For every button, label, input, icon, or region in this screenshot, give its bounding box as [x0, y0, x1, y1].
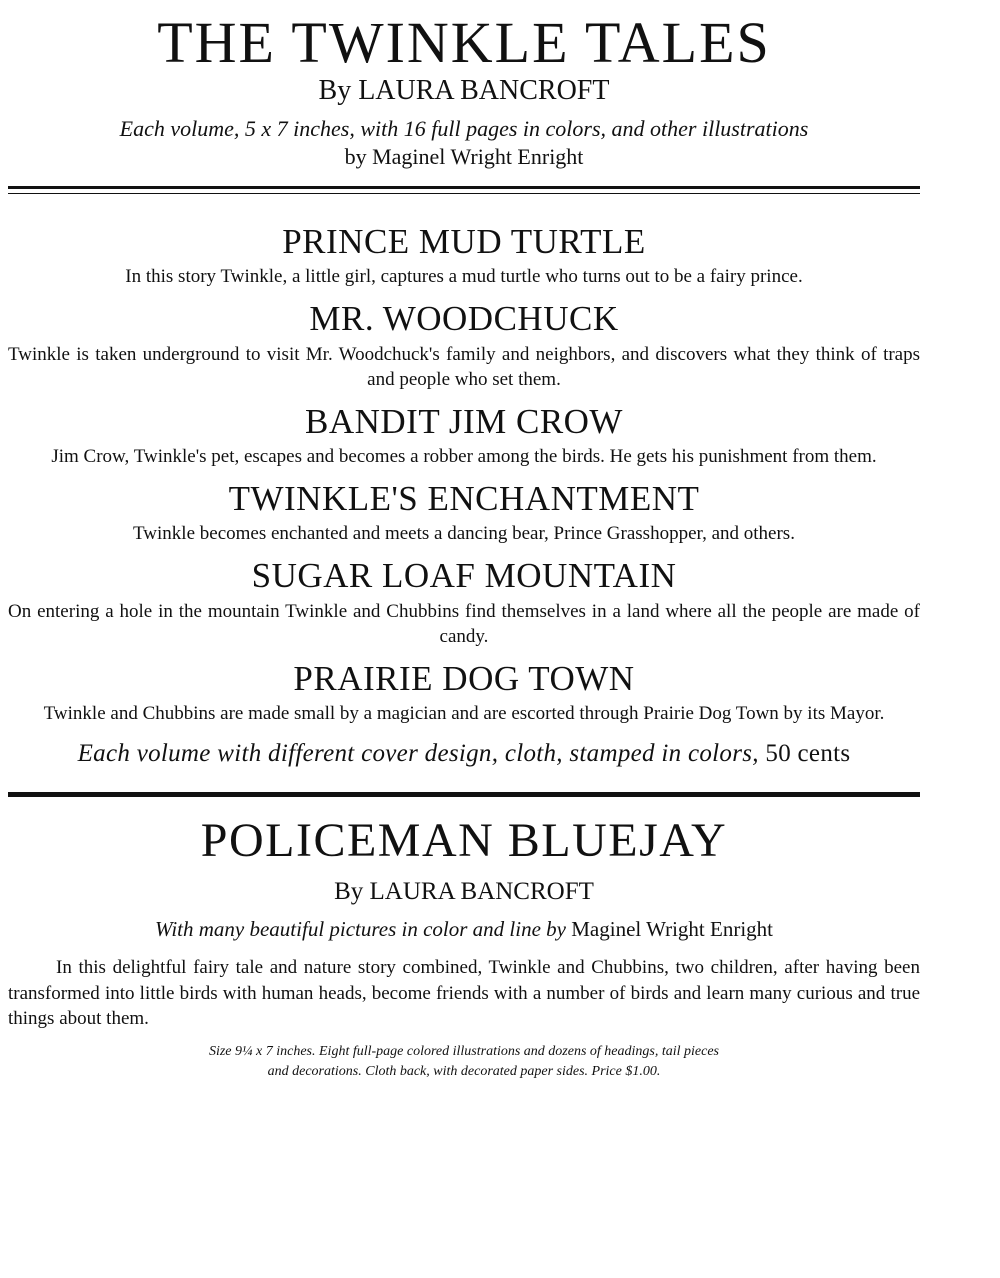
story-summary: In this story Twinkle, a little girl, captures a mud turtle who turns out to be a fairy prince.: [125, 266, 803, 288]
double-divider: [8, 186, 920, 194]
policeman-title: POLICEMAN BLUEJAY: [200, 814, 728, 868]
story-summary: On entering a hole in the mountain Twinkle and Chubbins find themselves in a land where all the people are made of candy.: [8, 600, 920, 647]
story-title: TWINKLE'S ENCHANTMENT: [228, 479, 700, 519]
main-title: THE TWINKLE TALES: [157, 10, 771, 75]
story-summary: Twinkle and Chubbins are made small by a magician and are escorted through Prairie Dog Town by its Mayor.: [43, 703, 885, 725]
policeman-pictures: [8, 916, 920, 943]
story-entry: [8, 659, 920, 726]
policeman-pictures-italic: With many beautiful pictures in color and line by: [155, 916, 566, 941]
volume-price: 50 cents: [765, 740, 851, 768]
policeman-illustrator: Maginel Wright Enright: [571, 916, 773, 941]
policeman-size-note: [8, 1042, 920, 1081]
story-summary: Twinkle becomes enchanted and meets a dancing bear, Prince Grasshopper, and others.: [133, 523, 795, 545]
story-entry: [8, 222, 920, 289]
size-note-line-2: and decorations. Cloth back, with decorated paper sides. Price $1.00.: [267, 1063, 661, 1079]
policeman-byline: By LAURA BANCROFT: [334, 877, 594, 905]
story-entry: [8, 479, 920, 546]
series-description-illustrator: by Maginel Wright Enright: [344, 144, 584, 170]
volume-price-line: [8, 740, 920, 768]
story-title: PRINCE MUD TURTLE: [282, 221, 646, 261]
story-entry: [8, 402, 920, 469]
policeman-description: In this delightful fairy tale and nature story combined, Twinkle and Chubbins, two children, after having been transformed into little birds with human heads, become friends with a number of birds and learn many curious and true things about them.: [8, 957, 920, 1030]
story-title: PRAIRIE DOG TOWN: [293, 658, 635, 698]
size-note-line-1: Size 9¼ x 7 inches. Eight full-page colored illustrations and dozens of headings, tail pieces: [208, 1044, 720, 1060]
story-title: SUGAR LOAF MOUNTAIN: [251, 556, 677, 596]
story-entry: [8, 556, 920, 648]
series-description-italic: Each volume, 5 x 7 inches, with 16 full pages in colors, and other illustrations: [119, 115, 809, 141]
advertisement-page: [8, 0, 920, 1081]
story-summary: Twinkle is taken underground to visit Mr. Woodchuck's family and neighbors, and discovers what they think of traps and people who set them.: [8, 343, 920, 390]
author-byline: By LAURA BANCROFT: [318, 75, 610, 106]
story-summary: Jim Crow, Twinkle's pet, escapes and becomes a robber among the birds. He gets his punishment from them.: [51, 445, 877, 467]
story-title: MR. WOODCHUCK: [309, 299, 619, 339]
story-title: BANDIT JIM CROW: [305, 401, 623, 441]
volume-price-description: Each volume with different cover design, cloth, stamped in colors,: [77, 740, 759, 768]
story-entry: [8, 299, 920, 391]
series-description: [8, 115, 920, 172]
